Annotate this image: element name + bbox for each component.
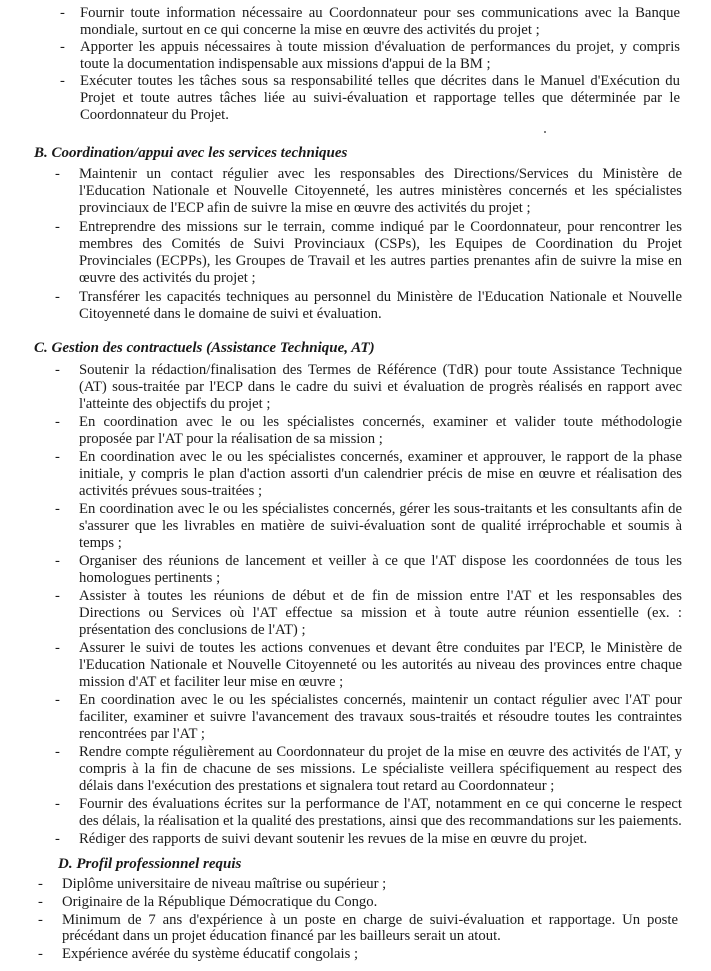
- list-item-text: Organiser des réunions de lancement et veiller à ce que l'AT dispose les coordonnées de tous les homologues pertinents ;: [79, 553, 682, 586]
- bullet-dash: -: [55, 501, 60, 518]
- list-item-text: Expérience avérée du système éducatif congolais ;: [62, 946, 359, 963]
- bullet-dash: -: [38, 946, 43, 963]
- list-item: [60, 5, 680, 38]
- bullet-dash: -: [38, 911, 43, 928]
- list-item-text: En coordination avec le ou les spécialistes concernés, gérer les sous-traitants et les consultants afin de s'assurer que les livrables en matière de suivi-évaluation sont de qualité irréprochable et soumis à temps ;: [79, 501, 682, 551]
- section-c-list: [55, 362, 682, 850]
- list-item: [60, 73, 680, 123]
- bullet-dash: -: [55, 796, 60, 813]
- bullet-dash: -: [55, 692, 60, 709]
- bullet-dash: -: [38, 876, 43, 892]
- list-item: [55, 414, 682, 448]
- section-b-list: [55, 166, 682, 325]
- list-item-text: Exécuter toutes les tâches sous sa responsabilité telles que décrites dans le Manuel d'Exécution du Projet et toute autres tâches liée au suivi-évaluation et rapportage telles que déterminée par le Coordonnateur du Projet.: [80, 73, 680, 123]
- list-item: [60, 39, 680, 72]
- list-item: [55, 553, 682, 587]
- list-item: [55, 219, 682, 287]
- bullet-dash: -: [55, 640, 60, 657]
- continued-task-list: [60, 5, 680, 124]
- list-item-text: Minimum de 7 ans d'expérience à un poste en charge de suivi-évaluation et rapportage. Un poste précédant dans un projet éducation financé par les bailleurs serait un atout.: [62, 911, 678, 945]
- list-item-text: Apporter les appuis nécessaires à toute mission d'évaluation de performances du projet, y compris toute la documentation indispensable aux missions d'appui de la BM ;: [80, 39, 680, 72]
- bullet-dash: -: [55, 553, 60, 570]
- list-item-text: Assister à toutes les réunions de début et de fin de mission entre l'AT et les responsables des Directions ou Services où l'AT effectue sa mission et à toute autre réunion essentielle (ex. : présentation des conclusions de l'AT) ;: [79, 588, 682, 638]
- section-c-heading: C. Gestion des contractuels (Assistance Technique, AT): [34, 340, 375, 356]
- bullet-dash: -: [60, 39, 65, 56]
- list-item: [55, 449, 682, 499]
- list-item: [55, 588, 682, 638]
- bullet-dash: -: [55, 449, 60, 466]
- list-item-text: Fournir des évaluations écrites sur la performance de l'AT, notamment en ce qui concerne le respect des délais, la réalisation et la qualité des prestations, ainsi que des recommandations sur les paiements.: [79, 796, 682, 830]
- bullet-dash: -: [55, 362, 60, 378]
- list-item: [38, 912, 678, 946]
- list-item: [55, 501, 682, 551]
- list-item-text: Fournir toute information nécessaire au Coordonnateur pour ses communications avec la Banque mondiale, surtout en ce qui concerne la mise en œuvre des activités du projet ;: [80, 5, 680, 38]
- list-item-text: Entreprendre des missions sur le terrain, comme indiqué par le Coordonnateur, pour rencontrer les membres des Comités de Suivi Provinciaux (CSPs), les Equipes de Coordination du Projet Provinciales (ECPPs), les Groupes de Travail et les autres parties prenantes afin de suivre la mise en œuvre des activités du projet ;: [79, 219, 682, 286]
- bullet-dash: -: [55, 744, 60, 761]
- section-b-heading: B. Coordination/appui avec les services techniques: [34, 145, 348, 161]
- bullet-dash: -: [55, 588, 60, 605]
- list-item-text: Diplôme universitaire de niveau maîtrise ou supérieur ;: [62, 876, 387, 892]
- section-d-heading: D. Profil professionnel requis: [58, 856, 242, 872]
- list-item: [55, 831, 682, 848]
- list-item-text: Rendre compte régulièrement au Coordonnateur du projet de la mise en œuvre des activités de l'AT, y compris à la fin de chacune de ses missions. Le spécialiste veillera spécifiquement au respect des délais dans l'exécution des prestations et signalera tout retard au Coordonnateur ;: [79, 744, 682, 794]
- section-d-list: [38, 876, 678, 964]
- list-item: [38, 876, 678, 893]
- list-item-text: Originaire de la République Démocratique du Congo.: [62, 893, 378, 910]
- list-item-text: Assurer le suivi de toutes les actions convenues et devant être conduites par l'ECP, le Ministère de l'Education Nationale et Nouvelle Citoyenneté ou les autorités au niveau des provinces entre chaque mission d'AT et faciliter leur mise en œuvre ;: [79, 640, 682, 690]
- bullet-dash: -: [55, 289, 60, 305]
- list-item: [55, 744, 682, 794]
- list-item: [55, 166, 682, 217]
- bullet-dash: -: [60, 5, 65, 21]
- list-item: [38, 894, 678, 911]
- list-item: [55, 692, 682, 742]
- list-item-text: Maintenir un contact régulier avec les responsables des Directions/Services du Ministère de l'Education Nationale et Nouvelle Citoyenneté, les autres ministères concernés et les spécialistes provinciaux de l'ECP afin de suivre la mise en œuvre des activités du projet ;: [79, 166, 682, 216]
- list-item-text: Transférer les capacités techniques au personnel du Ministère de l'Education Nationale et Nouvelle Citoyenneté dans le domaine de suivi et évaluation.: [79, 289, 682, 322]
- list-item: [55, 289, 682, 323]
- bullet-dash: -: [55, 413, 60, 430]
- list-item: [55, 362, 682, 412]
- list-item-text: Soutenir la rédaction/finalisation des Termes de Référence (TdR) pour toute Assistance Technique (AT) sous-traitée par l'ECP dans le cadre du suivi et évaluation de progrès réalisés en rapport avec l'atteinte des objectifs du projet ;: [79, 362, 682, 412]
- list-item: [38, 946, 678, 963]
- bullet-dash: -: [55, 166, 60, 182]
- list-item-text: Rédiger des rapports de suivi devant soutenir les revues de la mise en œuvre du projet.: [79, 831, 588, 848]
- bullet-dash: -: [55, 219, 60, 235]
- bullet-dash: -: [60, 73, 65, 90]
- list-item-text: En coordination avec le ou les spécialistes concernés, examiner et approuver, le rapport de la phase initiale, y compris le plan d'action assorti d'un calendrier précis de mise en œuvre et réalisation des activités prévues sous-traitées ;: [79, 449, 682, 499]
- list-item-text: En coordination avec le ou les spécialistes concernés, examiner et valider toute méthodologie proposée par l'AT pour la réalisation de sa mission ;: [79, 413, 682, 447]
- list-item: [55, 796, 682, 830]
- bullet-dash: -: [55, 831, 60, 848]
- list-item-text: En coordination avec le ou les spécialistes concernés, maintenir un contact régulier avec l'AT pour faciliter, examiner et suivre l'avancement des travaux sous-traités et résoudre toutes les contraintes rencontrées par l'AT ;: [79, 692, 682, 742]
- bullet-dash: -: [38, 893, 43, 910]
- list-item: [55, 640, 682, 690]
- scan-speck: [544, 131, 546, 133]
